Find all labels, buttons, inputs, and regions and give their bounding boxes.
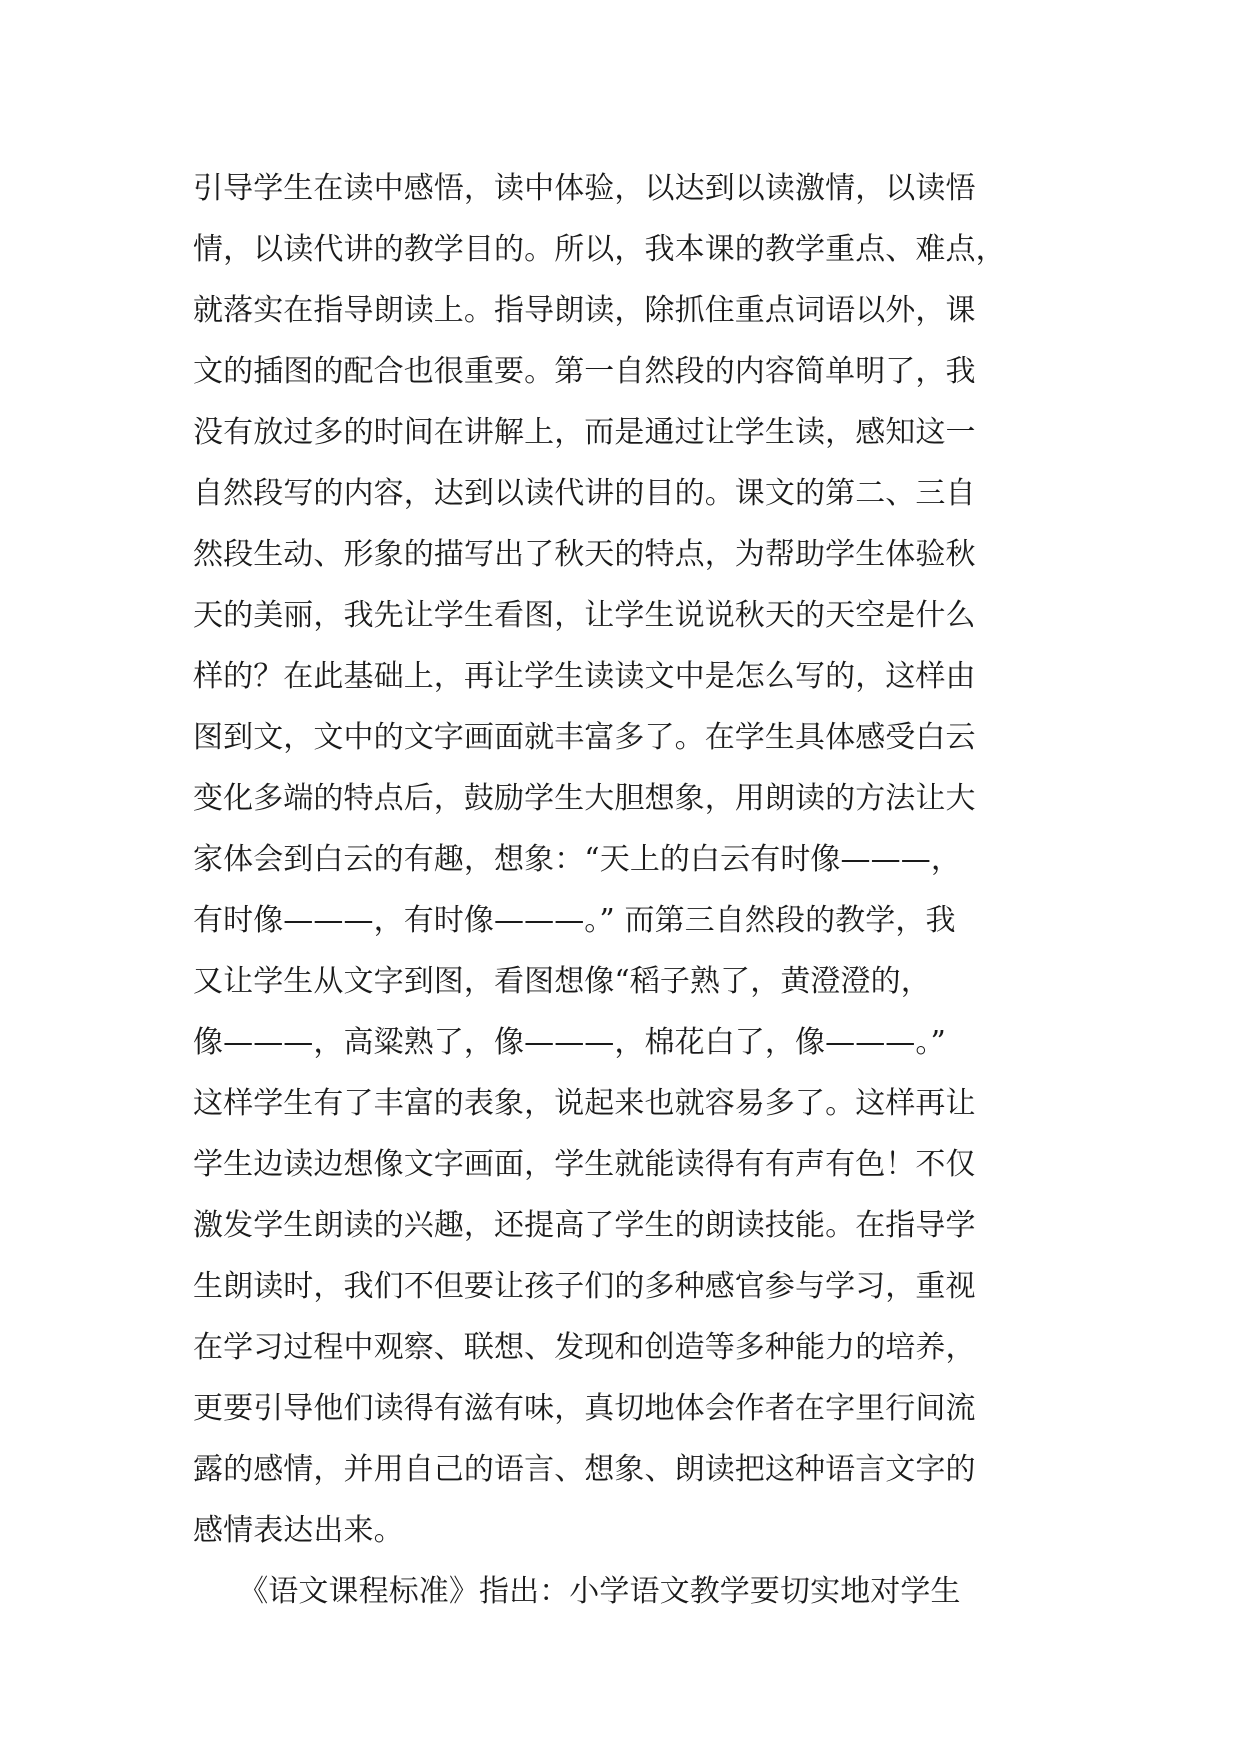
text-line: 自然段写的内容，达到以读代讲的目的。课文的第二、三自: [193, 476, 976, 511]
text-line: 这样学生有了丰富的表象，说起来也就容易多了。这样再让: [193, 1086, 976, 1121]
text-line: 没有放过多的时间在讲解上，而是通过让学生读，感知这一: [193, 415, 976, 450]
text-line: 图到文，文中的文字画面就丰富多了。在学生具体感受白云: [193, 720, 976, 755]
text-line: 变化多端的特点后，鼓励学生大胆想象，用朗读的方法让大: [193, 781, 976, 816]
text-line: 又让学生从文字到图，看图想像“稻子熟了，黄澄澄的，: [193, 964, 931, 999]
text-line: 引导学生在读中感悟，读中体验，以达到以读激情，以读悟: [193, 171, 976, 206]
text-line: 生朗读时，我们不但要让孩子们的多种感官参与学习，重视: [193, 1269, 976, 1304]
body-text: [193, 158, 1053, 1622]
text-line: 文的插图的配合也很重要。第一自然段的内容简单明了，我: [193, 354, 976, 389]
text-line: 然段生动、形象的描写出了秋天的特点，为帮助学生体验秋: [193, 537, 976, 572]
text-line: 就落实在指导朗读上。指导朗读，除抓住重点词语以外，课: [193, 293, 976, 328]
text-line: 更要引导他们读得有滋有味，真切地体会作者在字里行间流: [193, 1391, 976, 1426]
text-line: 像———，高粱熟了，像———，棉花白了，像———。”: [193, 1025, 946, 1060]
text-line: 天的美丽，我先让学生看图，让学生说说秋天的天空是什么: [193, 598, 976, 633]
text-line: 情，以读代讲的教学目的。所以，我本课的教学重点、难点，: [193, 232, 1006, 267]
paragraph-start-line: 《语文课程标准》指出：小学语文教学要切实地对学生: [193, 1574, 961, 1609]
text-line: 感情表达出来。: [193, 1513, 404, 1548]
text-line: 样的？在此基础上，再让学生读读文中是怎么写的，这样由: [193, 659, 976, 694]
text-line: 家体会到白云的有趣，想象：“天上的白云有时像———，: [193, 842, 961, 877]
text-line: 在学习过程中观察、联想、发现和创造等多种能力的培养，: [193, 1330, 976, 1365]
text-line: 激发学生朗读的兴趣，还提高了学生的朗读技能。在指导学: [193, 1208, 976, 1243]
text-line: 学生边读边想像文字画面，学生就能读得有有声有色！不仅: [193, 1147, 976, 1182]
text-line: 有时像———，有时像———。” 而第三自然段的教学，我: [193, 903, 956, 938]
text-line: 露的感情，并用自己的语言、想象、朗读把这种语言文字的: [193, 1452, 976, 1487]
